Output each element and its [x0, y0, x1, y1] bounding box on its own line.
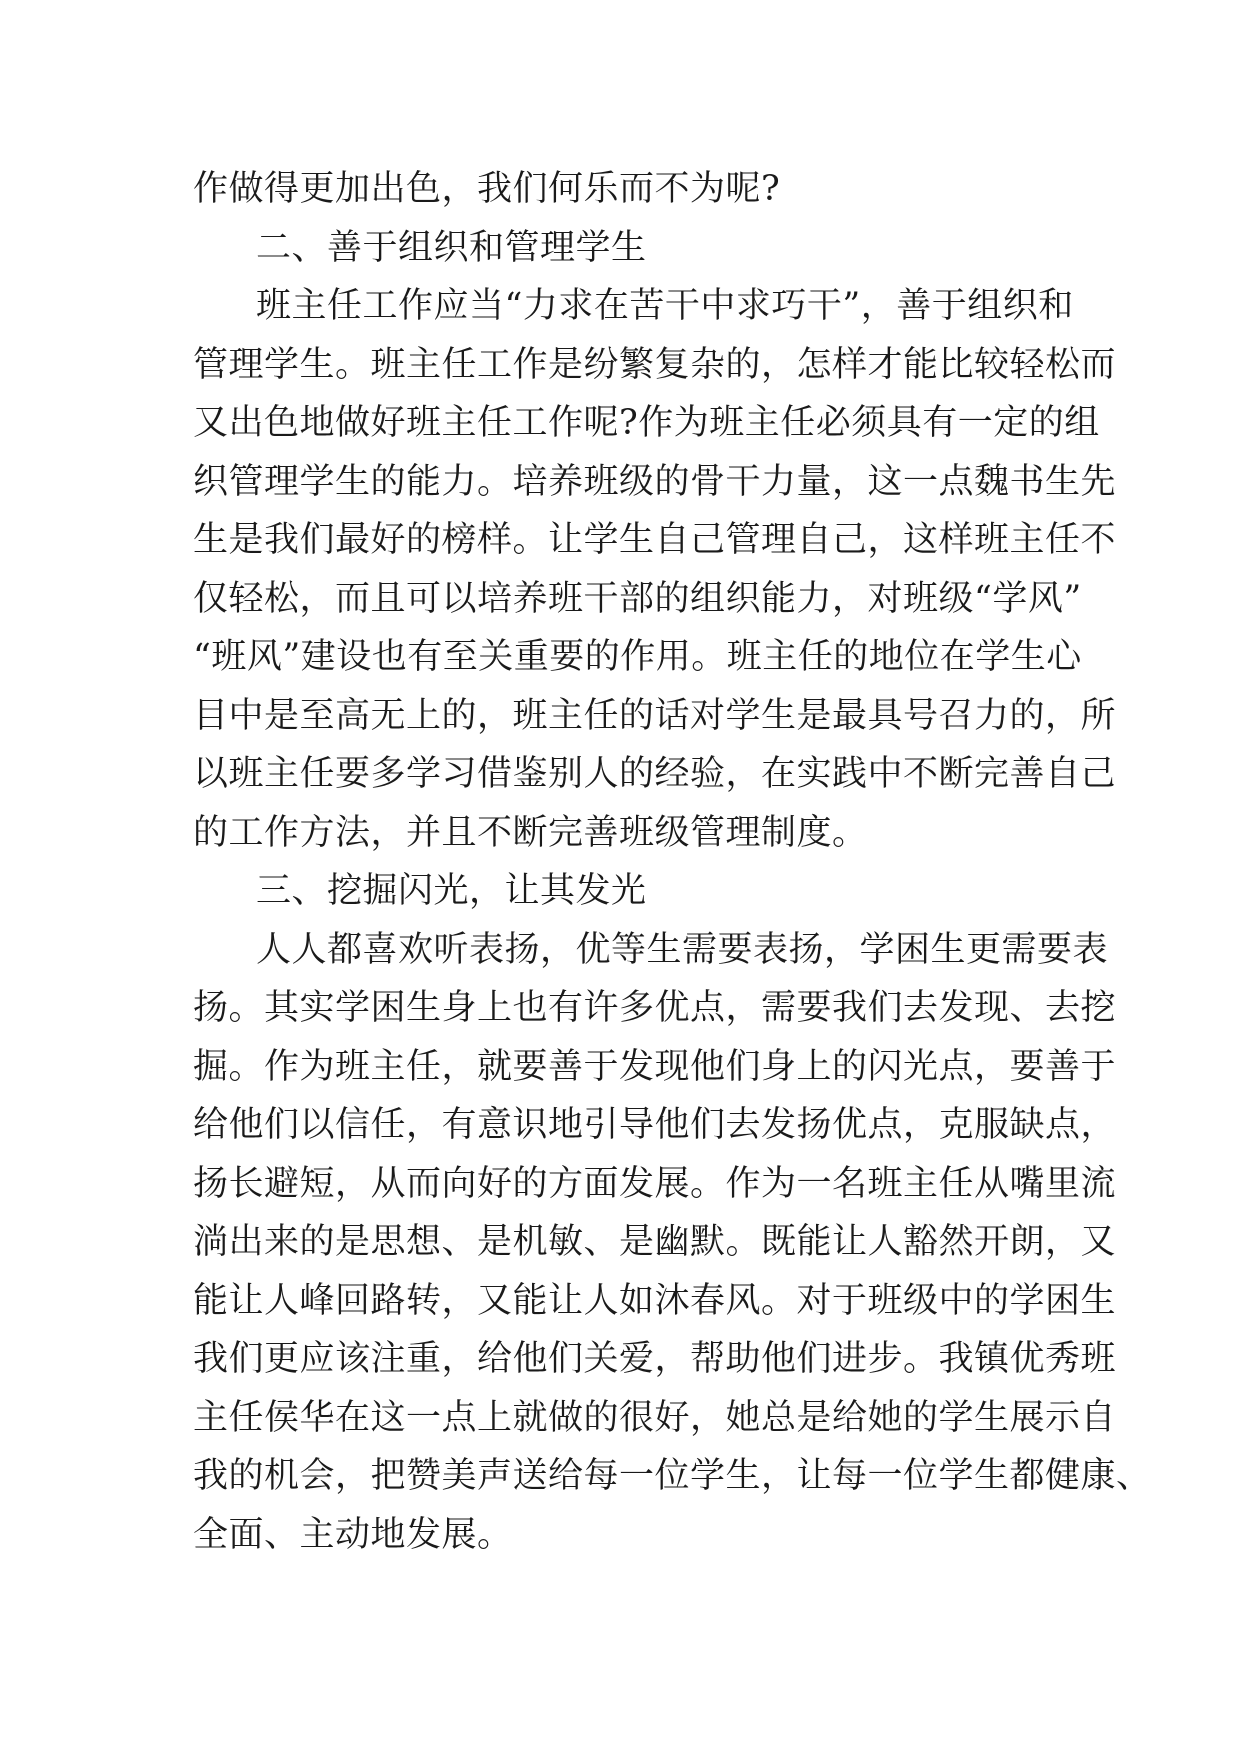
document-body [193, 160, 1152, 1564]
text-line: 作做得更加出色，我们何乐而不为呢? [193, 169, 781, 209]
text-line: “班风”建设也有至关重要的作用。班主任的地位在学生心 [193, 637, 1082, 677]
text-line: 织管理学生的能力。培养班级的骨干力量，这一点魏书生先 [193, 461, 1117, 502]
text-line: 生是我们最好的榜样。让学生自己管理自己，这样班主任不 [193, 520, 1117, 560]
text-line: 掘。作为班主任，就要善于发现他们身上的闪光点，要善于 [193, 1046, 1117, 1087]
text-line: 管理学生。班主任工作是纷繁复杂的，怎样才能比较轻松而 [193, 344, 1117, 385]
text-line: 目中是至高无上的，班主任的话对学生是最具号召力的，所 [193, 695, 1117, 736]
paragraph-start-line: 人人都喜欢听表扬，优等生需要表扬，学困生更需要表 [256, 929, 1109, 970]
text-line: 的工作方法，并且不断完善班级管理制度。 [193, 812, 868, 853]
text-line: 又出色地做好班主任工作呢?作为班主任必须具有一定的组 [193, 403, 1100, 443]
text-line: 我们更应该注重，给他们关爱，帮助他们进步。我镇优秀班 [193, 1339, 1117, 1379]
text-line: 扬长避短，从而向好的方面发展。作为一名班主任从嘴里流 [193, 1163, 1117, 1204]
paragraph-start-line: 三、挖掘闪光，让其发光 [256, 871, 647, 911]
text-line: 能让人峰回路转，又能让人如沐春风。对于班级中的学困生 [193, 1280, 1117, 1321]
text-line: 淌出来的是思想、是机敏、是幽默。既能让人豁然开朗，又 [193, 1222, 1117, 1262]
text-line: 扬。其实学困生身上也有许多优点，需要我们去发现、去挖 [193, 988, 1117, 1028]
text-line: 我的机会，把赞美声送给每一位学生，让每一位学生都健康、 [193, 1456, 1152, 1496]
text-line: 给他们以信任，有意识地引导他们去发扬优点，克服缺点， [193, 1105, 1117, 1145]
text-line: 仅轻松，而且可以培养班干部的组织能力，对班级“学风” [193, 578, 1082, 619]
paragraph-start-line: 二、善于组织和管理学生 [256, 227, 647, 268]
text-line: 以班主任要多学习借鉴别人的经验，在实践中不断完善自己 [193, 754, 1117, 794]
text-line: 全面、主动地发展。 [193, 1514, 513, 1555]
text-line: 主任侯华在这一点上就做的很好，她总是给她的学生展示自 [193, 1397, 1117, 1438]
paragraph-start-line: 班主任工作应当“力求在苦干中求巧干”，善于组织和 [256, 286, 1074, 326]
